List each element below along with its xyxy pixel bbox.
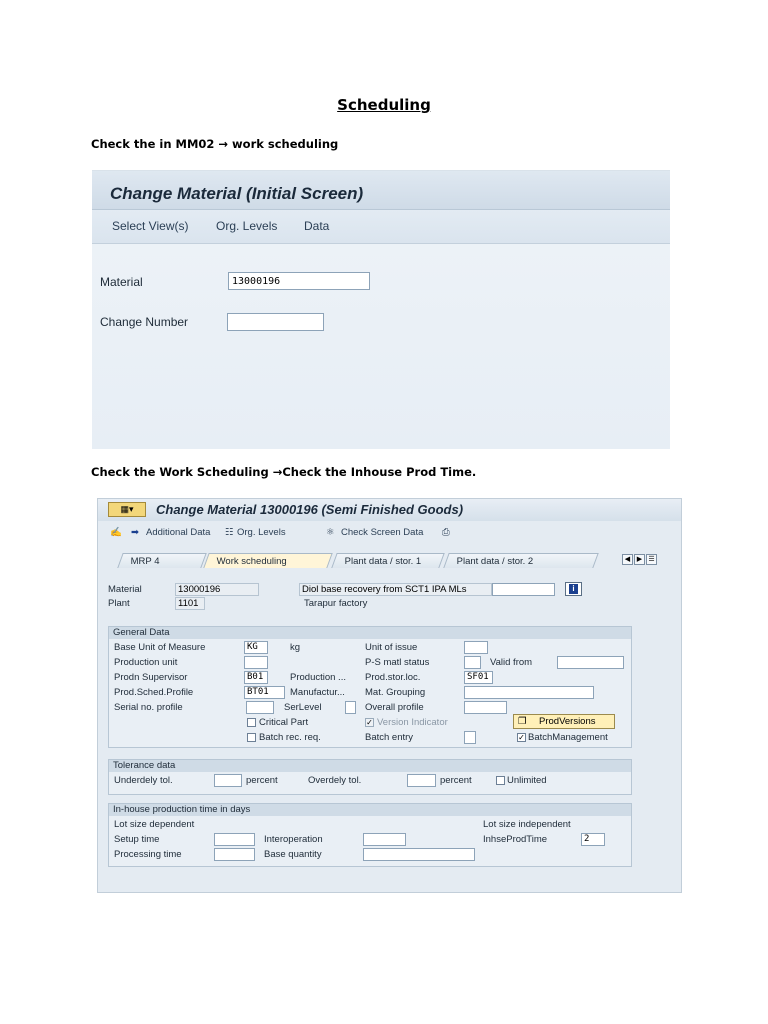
batch-management-checkbox[interactable]: ✓	[518, 733, 525, 742]
tab-scroll-right-icon[interactable]: ▶	[634, 554, 645, 565]
menu-select-views[interactable]: Select View(s)	[112, 219, 189, 233]
plant-description: Tarapur factory	[304, 598, 368, 609]
valid-from-field[interactable]	[557, 656, 624, 669]
base-uom-label: Base Unit of Measure	[114, 642, 206, 653]
base-quantity-field[interactable]	[363, 848, 475, 861]
screen2-titlebar	[98, 499, 681, 521]
serial-profile-label: Serial no. profile	[114, 702, 183, 713]
overall-profile-field[interactable]	[464, 701, 507, 714]
processing-time-field[interactable]	[214, 848, 255, 861]
prod-storloc-field[interactable]: SF01	[464, 671, 493, 684]
base-uom-text: kg	[290, 642, 301, 653]
processing-time-label: Processing time	[114, 849, 182, 860]
lot-size-independent-label: Lot size independent	[483, 819, 571, 830]
change-number-label: Change Number	[100, 315, 189, 329]
material-description: Diol base recovery from SCT1 IPA MLs	[299, 583, 492, 596]
overdely-percent: percent	[440, 775, 472, 786]
setup-time-label: Setup time	[114, 834, 160, 845]
prodversions-icon: ❐	[518, 716, 527, 727]
serlevel-field[interactable]	[345, 701, 356, 714]
arrow-right-icon[interactable]: ➡	[131, 527, 139, 538]
production-unit-field[interactable]	[244, 656, 268, 669]
mat-grouping-label: Mat. Grouping	[365, 687, 426, 698]
critical-part-label: Critical Part	[259, 717, 309, 728]
batch-entry-label: Batch entry	[365, 732, 414, 743]
plant-label: Plant	[108, 598, 130, 609]
tab-plant-data-stor-2[interactable]: Plant data / stor. 2	[443, 553, 598, 568]
manufactur-label: Manufactur...	[290, 687, 345, 698]
base-quantity-label: Base quantity	[264, 849, 322, 860]
batch-rec-checkbox[interactable]	[247, 733, 256, 742]
overdely-label: Overdely tol.	[308, 775, 362, 786]
prod-storloc-label: Prod.stor.loc.	[365, 672, 421, 683]
work-scheduling-screenshot	[97, 498, 682, 893]
inhse-prod-time-field[interactable]: 2	[581, 833, 605, 846]
valid-from-label: Valid from	[490, 657, 533, 668]
mat-grouping-field[interactable]	[464, 686, 594, 699]
system-menu-icon[interactable]: ▦▾	[108, 502, 146, 517]
batch-entry-field[interactable]	[464, 731, 476, 744]
check-screen-data-button[interactable]: Check Screen Data	[341, 527, 424, 538]
ps-matl-status-field[interactable]	[464, 656, 481, 669]
batch-rec-label: Batch rec. req.	[259, 732, 321, 743]
serlevel-label: SerLevel	[284, 702, 322, 713]
interoperation-field[interactable]	[363, 833, 406, 846]
version-indicator-label: Version Indicator	[377, 717, 448, 728]
menu-data[interactable]: Data	[304, 219, 330, 233]
menu-org-levels[interactable]: Org. Levels	[216, 219, 278, 233]
screen-title: Change Material (Initial Screen)	[110, 184, 364, 203]
initial-screen-screenshot	[92, 170, 670, 449]
unit-of-issue-field[interactable]	[464, 641, 488, 654]
tolerance-group	[108, 759, 632, 795]
material-value: 13000196	[175, 583, 259, 596]
prodversions-label: ProdVersions	[539, 716, 596, 727]
underdely-field[interactable]	[214, 774, 242, 787]
tab-plant-data-stor-1[interactable]: Plant data / stor. 1	[331, 553, 444, 568]
version-indicator-checkbox[interactable]: ✓	[366, 718, 373, 727]
unlimited-label: Unlimited	[507, 775, 547, 786]
prodn-supervisor-label: Prodn Supervisor	[114, 672, 188, 683]
print-icon[interactable]: ⎙	[442, 527, 450, 538]
inhse-prod-time-label: InhseProdTime	[483, 834, 548, 845]
inhouse-production-title: In-house production time in days	[109, 804, 631, 816]
batch-management-label: BatchManagement	[528, 732, 608, 743]
change-number-input[interactable]	[227, 313, 324, 331]
prodn-supervisor-field[interactable]: B01	[244, 671, 268, 684]
org-levels-icon[interactable]: ☷	[225, 527, 234, 538]
unlimited-checkbox[interactable]	[496, 776, 505, 785]
unit-of-issue-label: Unit of issue	[365, 642, 418, 653]
tab-mrp4[interactable]: MRP 4	[117, 553, 206, 568]
overall-profile-label: Overall profile	[365, 702, 424, 713]
material-label: Material	[100, 275, 143, 289]
general-data-title: General Data	[109, 627, 631, 639]
prodversions-button[interactable]	[513, 714, 615, 729]
material-description-ext[interactable]	[492, 583, 555, 596]
info-icon[interactable]: i	[565, 582, 582, 596]
overdely-field[interactable]	[407, 774, 436, 787]
interoperation-label: Interoperation	[264, 834, 323, 845]
production-unit-label: Production unit	[114, 657, 178, 668]
material-label-2: Material	[108, 584, 142, 595]
base-uom-field[interactable]: KG	[244, 641, 268, 654]
serial-profile-field[interactable]	[246, 701, 274, 714]
plant-value: 1101	[175, 597, 205, 610]
application-toolbar	[98, 523, 681, 543]
underdely-percent: percent	[246, 775, 278, 786]
production-trunc-label: Production ...	[290, 672, 346, 683]
screen2-title: Change Material 13000196 (Semi Finished Goods)	[156, 502, 464, 517]
document-title: Scheduling	[337, 96, 431, 114]
additional-data-button[interactable]: Additional Data	[146, 527, 211, 538]
tab-list-icon[interactable]: ☰	[646, 554, 657, 565]
ps-matl-status-label: P-S matl status	[365, 657, 430, 668]
prod-sched-profile-field[interactable]: BT01	[244, 686, 285, 699]
material-input[interactable]: 13000196	[228, 272, 370, 290]
instruction-inhouse: Check the Work Scheduling →Check the Inhouse Prod Time.	[91, 465, 477, 479]
tab-work-scheduling[interactable]: Work scheduling	[203, 553, 332, 568]
org-levels-button[interactable]: Org. Levels	[237, 527, 286, 538]
check-screen-icon[interactable]: ⚛	[326, 527, 335, 538]
lot-size-dependent-label: Lot size dependent	[114, 819, 195, 830]
instruction-mm02: Check the in MM02 → work scheduling	[91, 137, 339, 151]
critical-part-checkbox[interactable]	[247, 718, 256, 727]
tab-strip	[98, 553, 681, 569]
display-change-icon[interactable]: ✍	[110, 527, 122, 538]
setup-time-field[interactable]	[214, 833, 255, 846]
menu-bar	[92, 210, 670, 244]
tolerance-title: Tolerance data	[109, 760, 631, 772]
prod-sched-profile-label: Prod.Sched.Profile	[114, 687, 194, 698]
underdely-label: Underdely tol.	[114, 775, 173, 786]
tab-scroll-left-icon[interactable]: ◀	[622, 554, 633, 565]
